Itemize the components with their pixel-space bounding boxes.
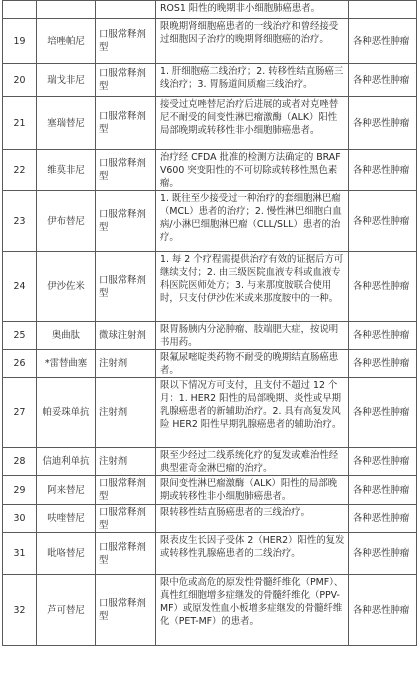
cell-category: 各种恶性肿瘤 (349, 533, 417, 575)
cell-drug-name: 信迪利单抗 (37, 448, 96, 476)
cell-category: 各种恶性肿瘤 (349, 322, 417, 350)
cell-drug-name: 呋喹替尼 (37, 505, 96, 533)
cell-dosage-form: 注射剂 (96, 378, 156, 448)
cell-category: 各种恶性肿瘤 (349, 150, 417, 191)
cell-payment-scope: 1. 每 2 个疗程需提供治疗有效的证据后方可继续支付；2. 由三级医院血液专科或血液专科医院医师处方；3. 与来那度胺联合使用时，只支付伊沙佐米或来那度胺中的一种。 (156, 252, 349, 322)
cell-payment-scope: 限以下情况方可支付，且支付不超过 12 个月：1. HER2 阳性的局部晚期、炎性或早期乳腺癌患者的新辅助治疗。2. 具有高复发风险 HER2 阳性早期乳腺癌患者的辅助治疗。 (156, 378, 349, 448)
table-row (3, 150, 417, 191)
cell-payment-scope: 1. 既往至少接受过一种治疗的套细胞淋巴瘤（MCL）患者的治疗；2. 慢性淋巴细胞白血病/小淋巴细胞淋巴瘤（CLL/SLL）患者的治疗。 (156, 191, 349, 252)
cell-drug-name: 芦可替尼 (37, 575, 96, 646)
cell-dosage-form: 口服常释剂型 (96, 97, 156, 150)
cell-drug-name: 伊布替尼 (37, 191, 96, 252)
cell-dosage-form: 口服常释剂型 (96, 191, 156, 252)
cell-payment-scope: 限胃肠胰内分泌肿瘤、肢端肥大症，按说明书用药。 (156, 322, 349, 350)
cell-category: 各种恶性肿瘤 (349, 476, 417, 505)
cell-drug-name: 吡咯替尼 (37, 533, 96, 575)
cell-category: 各种恶性肿瘤 (349, 19, 417, 64)
cell-number: 28 (3, 448, 37, 476)
table-row (3, 322, 417, 350)
table-row (3, 252, 417, 322)
table-row (3, 19, 417, 64)
cell-dosage-form: 口服常释剂型 (96, 252, 156, 322)
cell-drug-name: 培唑帕尼 (37, 19, 96, 64)
cell-number: 24 (3, 252, 37, 322)
cell-payment-scope: 限间变性淋巴瘤激酶（ALK）阳性的局部晚期或转移性非小细胞肺癌患者。 (156, 476, 349, 505)
cell-payment-scope: 限中危或高危的原发性骨髓纤维化（PMF）、真性红细胞增多症继发的骨髓纤维化（PPV-MF）或原发性血小板增多症继发的骨髓纤维化（PET-MF）的患者。 (156, 575, 349, 646)
cell-payment-scope: 限至少经过二线系统化疗的复发或难治性经典型霍奇金淋巴瘤的治疗。 (156, 448, 349, 476)
table-row (3, 476, 417, 505)
table-row (3, 191, 417, 252)
cell-dosage-form: 口服常释剂型 (96, 505, 156, 533)
cell-dosage-form: 口服常释剂型 (96, 64, 156, 97)
cell-payment-scope: 限氟尿嘧啶类药物不耐受的晚期结直肠癌患者。 (156, 350, 349, 378)
cell-number: 29 (3, 476, 37, 505)
cell-drug-name (37, 1, 96, 19)
cell-number: 31 (3, 533, 37, 575)
cell-category (349, 1, 417, 19)
table-row (3, 378, 417, 448)
cell-drug-name: 塞瑞替尼 (37, 97, 96, 150)
cell-payment-scope: 治疗经 CFDA 批准的检测方法确定的 BRAF V600 突变阳性的不可切除或转移性黑色素瘤。 (156, 150, 349, 191)
table-row (3, 448, 417, 476)
cell-payment-scope: 1. 肝细胞癌二线治疗；2. 转移性结直肠癌三线治疗；3. 胃肠道间质瘤三线治疗。 (156, 64, 349, 97)
cell-payment-scope: 限晚期肾细胞癌患者的一线治疗和曾经接受过细胞因子治疗的晚期肾细胞癌的治疗。 (156, 19, 349, 64)
cell-drug-name: 阿来替尼 (37, 476, 96, 505)
cell-drug-name: 奥曲肽 (37, 322, 96, 350)
cell-payment-scope: 限转移性结直肠癌患者的三线治疗。 (156, 505, 349, 533)
cell-dosage-form: 口服常释剂型 (96, 476, 156, 505)
cell-dosage-form: 口服常释剂型 (96, 19, 156, 64)
cell-number: 32 (3, 575, 37, 646)
table-row (3, 350, 417, 378)
cell-dosage-form: 口服常释剂型 (96, 150, 156, 191)
cell-drug-name: 瑞戈非尼 (37, 64, 96, 97)
table-row (3, 505, 417, 533)
cell-category: 各种恶性肿瘤 (349, 505, 417, 533)
table-row (3, 575, 417, 646)
cell-dosage-form (96, 1, 156, 19)
cell-category: 各种恶性肿瘤 (349, 448, 417, 476)
cell-category: 各种恶性肿瘤 (349, 97, 417, 150)
cell-category: 各种恶性肿瘤 (349, 64, 417, 97)
cell-payment-scope: 限表皮生长因子受体 2（HER2）阳性的复发或转移性乳腺癌患者的二线治疗。 (156, 533, 349, 575)
cell-category: 各种恶性肿瘤 (349, 378, 417, 448)
cell-payment-scope: ROS1 阳性的晚期非小细胞肺癌患者。 (156, 1, 349, 19)
drug-reimbursement-table (2, 0, 417, 646)
cell-number: 23 (3, 191, 37, 252)
cell-payment-scope: 接受过克唑替尼治疗后进展的或者对克唑替尼不耐受的间变性淋巴瘤激酶（ALK）阳性局部晚期或转移性非小细胞肺癌患者。 (156, 97, 349, 150)
cell-number: 25 (3, 322, 37, 350)
cell-drug-name: 维莫非尼 (37, 150, 96, 191)
cell-dosage-form: 口服常释剂型 (96, 533, 156, 575)
cell-dosage-form: 注射剂 (96, 350, 156, 378)
cell-number: 30 (3, 505, 37, 533)
cell-category: 各种恶性肿瘤 (349, 575, 417, 646)
cell-number: 22 (3, 150, 37, 191)
cell-number: 20 (3, 64, 37, 97)
table-row (3, 97, 417, 150)
cell-number: 19 (3, 19, 37, 64)
table-row-continuation (3, 1, 417, 19)
cell-drug-name: 帕妥珠单抗 (37, 378, 96, 448)
cell-number: 21 (3, 97, 37, 150)
cell-drug-name: 伊沙佐米 (37, 252, 96, 322)
table-row (3, 64, 417, 97)
cell-dosage-form: 微球注射剂 (96, 322, 156, 350)
cell-number: 27 (3, 378, 37, 448)
cell-dosage-form: 口服常释剂型 (96, 575, 156, 646)
cell-category: 各种恶性肿瘤 (349, 191, 417, 252)
table-row (3, 533, 417, 575)
cell-number: 26 (3, 350, 37, 378)
cell-dosage-form: 注射剂 (96, 448, 156, 476)
cell-number (3, 1, 37, 19)
cell-drug-name: *雷替曲塞 (37, 350, 96, 378)
cell-category: 各种恶性肿瘤 (349, 350, 417, 378)
cell-category: 各种恶性肿瘤 (349, 252, 417, 322)
